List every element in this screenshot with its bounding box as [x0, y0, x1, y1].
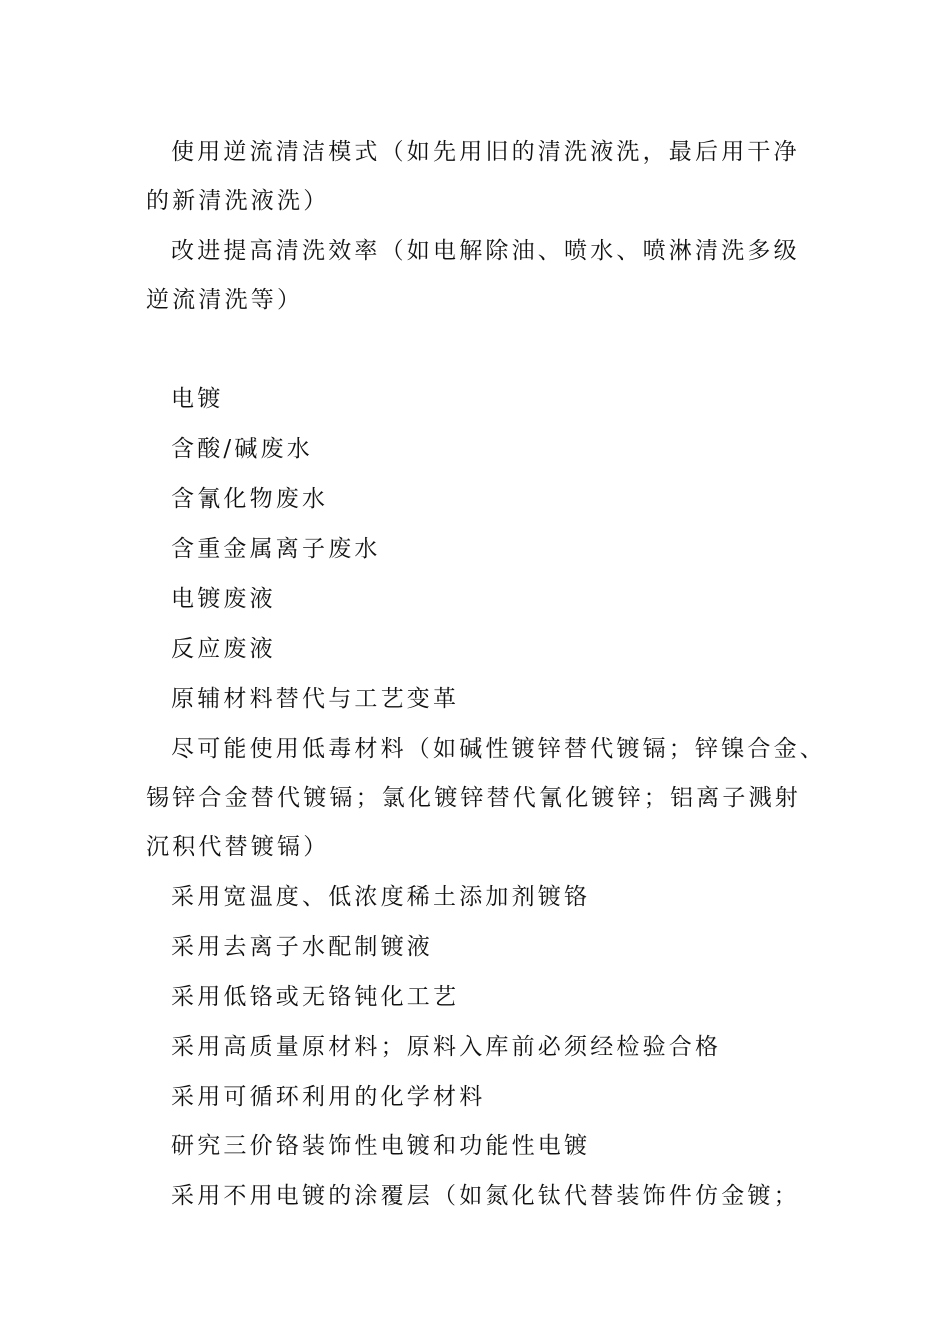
- text-line: 原辅材料替代与工艺变革: [171, 686, 460, 712]
- text-line: 采用可循环利用的化学材料: [171, 1084, 486, 1110]
- text-line: 沉积代替镀镉）: [146, 834, 330, 860]
- text-line: 含酸/碱废水: [171, 436, 313, 462]
- text-line: 采用不用电镀的涂覆层（如氮化钛代替装饰件仿金镀；: [171, 1183, 800, 1209]
- text-line: 逆流清洗等）: [146, 287, 304, 313]
- text-line: 电镀废液: [171, 586, 276, 612]
- text-line: 采用去离子水配制镀液: [171, 934, 433, 960]
- text-line: 含氰化物废水: [171, 486, 329, 512]
- text-line: 采用宽温度、低浓度稀土添加剂镀铬: [171, 884, 591, 910]
- text-line: 锡锌合金替代镀镉；氯化镀锌替代氰化镀锌；铝离子溅射: [146, 785, 801, 811]
- text-line: 反应废液: [171, 636, 276, 662]
- text-line: 改进提高清洗效率（如电解除油、喷水、喷淋清洗多级: [171, 238, 800, 264]
- text-line: 电镀: [171, 386, 224, 412]
- text-line: 采用低铬或无铬钝化工艺: [171, 984, 460, 1010]
- text-line: 的新清洗液洗）: [146, 188, 330, 214]
- text-line: 尽可能使用低毒材料（如碱性镀锌替代镀镉；锌镍合金、: [171, 736, 826, 762]
- text-line: 使用逆流清洁模式（如先用旧的清洗液洗，最后用干净: [171, 139, 800, 165]
- text-line: 采用高质量原材料；原料入库前必须经检验合格: [171, 1034, 722, 1060]
- text-line: 研究三价铬装饰性电镀和功能性电镀: [171, 1133, 591, 1159]
- text-line: 含重金属离子废水: [171, 536, 381, 562]
